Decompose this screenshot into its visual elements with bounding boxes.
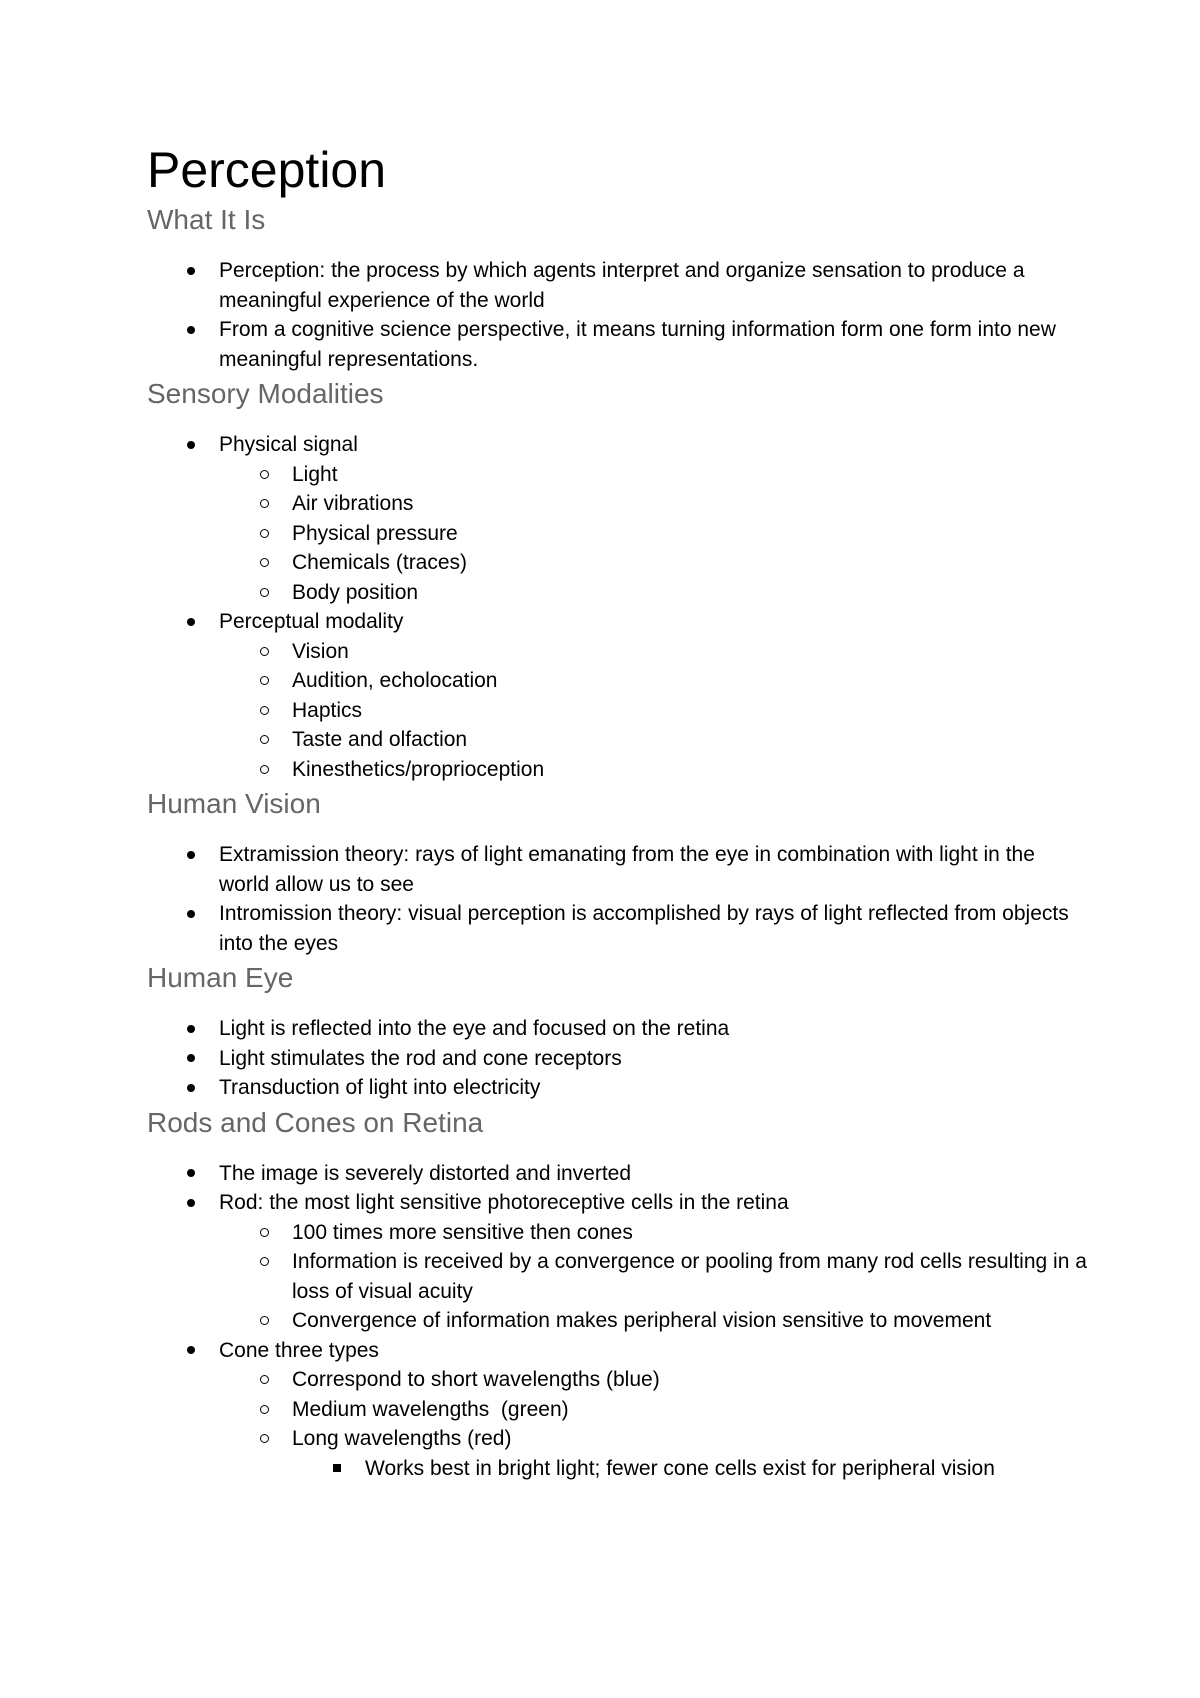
list-item (147, 1454, 1087, 1484)
bullet-list-human-eye (147, 1014, 1087, 1103)
bullet-circle-icon (256, 1424, 272, 1454)
section-heading-human-eye: Human Eye (147, 962, 294, 993)
list-item-text: Haptics (292, 698, 363, 722)
list-item-text: Taste and olfaction (292, 728, 468, 751)
list-item-text: Physical pressure (292, 521, 458, 545)
section-heading-what-it-is: What It Is (147, 204, 266, 235)
list-item (147, 460, 1087, 490)
list-item (147, 899, 1087, 958)
list-item (147, 315, 1087, 374)
list-item (147, 725, 1087, 755)
list-item-text: Rod: the most light sensitive photoreceptive cells in the retina (219, 1191, 789, 1214)
list-item-text: Kinesthetics/proprioception (292, 757, 545, 781)
bullet-dot-icon (183, 315, 199, 345)
bullet-circle-icon (256, 666, 272, 696)
bullet-dot-icon (183, 430, 199, 460)
bullet-dot-icon (183, 1014, 199, 1044)
list-item-text: Light stimulates the rod and cone receptors (219, 1046, 622, 1070)
list-item-text: Transduction of light into electricity (219, 1076, 541, 1099)
bullet-list-sensory-modalities (147, 430, 1087, 784)
bullet-list-what-it-is (147, 256, 1087, 374)
bullet-circle-icon (256, 489, 272, 519)
bullet-dot-icon (183, 1336, 199, 1366)
bullet-circle-icon (256, 1218, 272, 1248)
list-item (147, 1395, 1087, 1425)
section-heading-human-vision: Human Vision (147, 788, 321, 819)
section-heading-rods-and-cones: Rods and Cones on Retina (147, 1106, 484, 1138)
list-item (147, 755, 1087, 785)
bullet-circle-icon (256, 460, 272, 490)
bullet-circle-icon (256, 519, 272, 549)
list-item (147, 1188, 1087, 1218)
list-item-text: Intromission theory: visual perception is accomplished by rays of light reflected from objects into the eyes (219, 902, 1069, 955)
bullet-circle-icon (256, 725, 272, 755)
list-item-text: Perception: the process by which agents interpret and organize sensation to produce a meaningful experience of the world (219, 259, 1025, 312)
list-item-text: Air vibrations (292, 492, 414, 515)
list-item (147, 607, 1087, 637)
list-item (147, 1306, 1087, 1336)
list-item (147, 696, 1087, 726)
bullet-dot-icon (183, 899, 199, 929)
list-item (147, 1159, 1087, 1189)
bullet-circle-icon (256, 755, 272, 785)
list-item (147, 578, 1087, 608)
list-item (147, 1014, 1087, 1044)
list-item-text: Long wavelengths (red) (292, 1427, 512, 1450)
list-item (147, 666, 1087, 696)
bullet-dot-icon (183, 840, 199, 870)
list-item (147, 1365, 1087, 1395)
list-item (147, 840, 1087, 899)
bullet-dot-icon (183, 1044, 199, 1074)
bullet-dot-icon (183, 1159, 199, 1189)
list-item (147, 1336, 1087, 1366)
list-item (147, 256, 1087, 315)
list-item-text: Perceptual modality (219, 610, 404, 633)
bullet-circle-icon (256, 548, 272, 578)
list-item (147, 519, 1087, 549)
list-item (147, 1044, 1087, 1074)
bullet-dot-icon (183, 1188, 199, 1218)
bullet-circle-icon (256, 1306, 272, 1336)
list-item-text: Convergence of information makes peripheral vision sensitive to movement (292, 1309, 992, 1332)
list-item-text: Body position (292, 580, 419, 604)
bullet-circle-icon (256, 1247, 272, 1277)
bullet-circle-icon (256, 637, 272, 667)
list-item-text: Information is received by a convergence or pooling from many rod cells resulting in a loss of visual acuity (292, 1250, 1087, 1303)
section-heading-sensory-modalities: Sensory Modalities (147, 378, 384, 409)
list-item (147, 637, 1087, 667)
bullet-dot-icon (183, 607, 199, 637)
list-item (147, 489, 1087, 519)
list-item-text: The image is severely distorted and inverted (219, 1161, 632, 1185)
bullet-list-rods-and-cones (147, 1159, 1087, 1484)
page-title: Perception (147, 142, 387, 198)
list-item (147, 1247, 1087, 1306)
list-item-text: Works best in bright light; fewer cone cells exist for peripheral vision (365, 1456, 995, 1480)
list-item-text: Light is reflected into the eye and focused on the retina (219, 1017, 730, 1040)
list-item-text: From a cognitive science perspective, it means turning information form one form into new meaningful representations. (219, 318, 1056, 371)
list-item-text: Vision (292, 639, 349, 663)
list-item (147, 430, 1087, 460)
bullet-square-icon (329, 1454, 345, 1484)
list-item (147, 1073, 1087, 1103)
bullet-circle-icon (256, 1365, 272, 1395)
list-item-text: Chemicals (traces) (292, 551, 468, 574)
bullet-dot-icon (183, 1073, 199, 1103)
bullet-dot-icon (183, 256, 199, 286)
list-item-text: Medium wavelengths (green) (292, 1397, 569, 1421)
list-item-text: 100 times more sensitive then cones (292, 1220, 633, 1244)
bullet-circle-icon (256, 1395, 272, 1425)
list-item-text: Cone three types (219, 1338, 379, 1362)
document-page (147, 140, 1087, 1483)
list-item (147, 1218, 1087, 1248)
list-item (147, 548, 1087, 578)
bullet-circle-icon (256, 696, 272, 726)
bullet-circle-icon (256, 578, 272, 608)
list-item-text: Correspond to short wavelengths (blue) (292, 1368, 660, 1391)
list-item (147, 1424, 1087, 1454)
list-item-text: Audition, echolocation (292, 669, 498, 692)
list-item-text: Light (292, 462, 338, 486)
list-item-text: Extramission theory: rays of light emanating from the eye in combination with light in the world allow us to see (219, 843, 1035, 896)
list-item-text: Physical signal (219, 433, 358, 456)
bullet-list-human-vision (147, 840, 1087, 958)
